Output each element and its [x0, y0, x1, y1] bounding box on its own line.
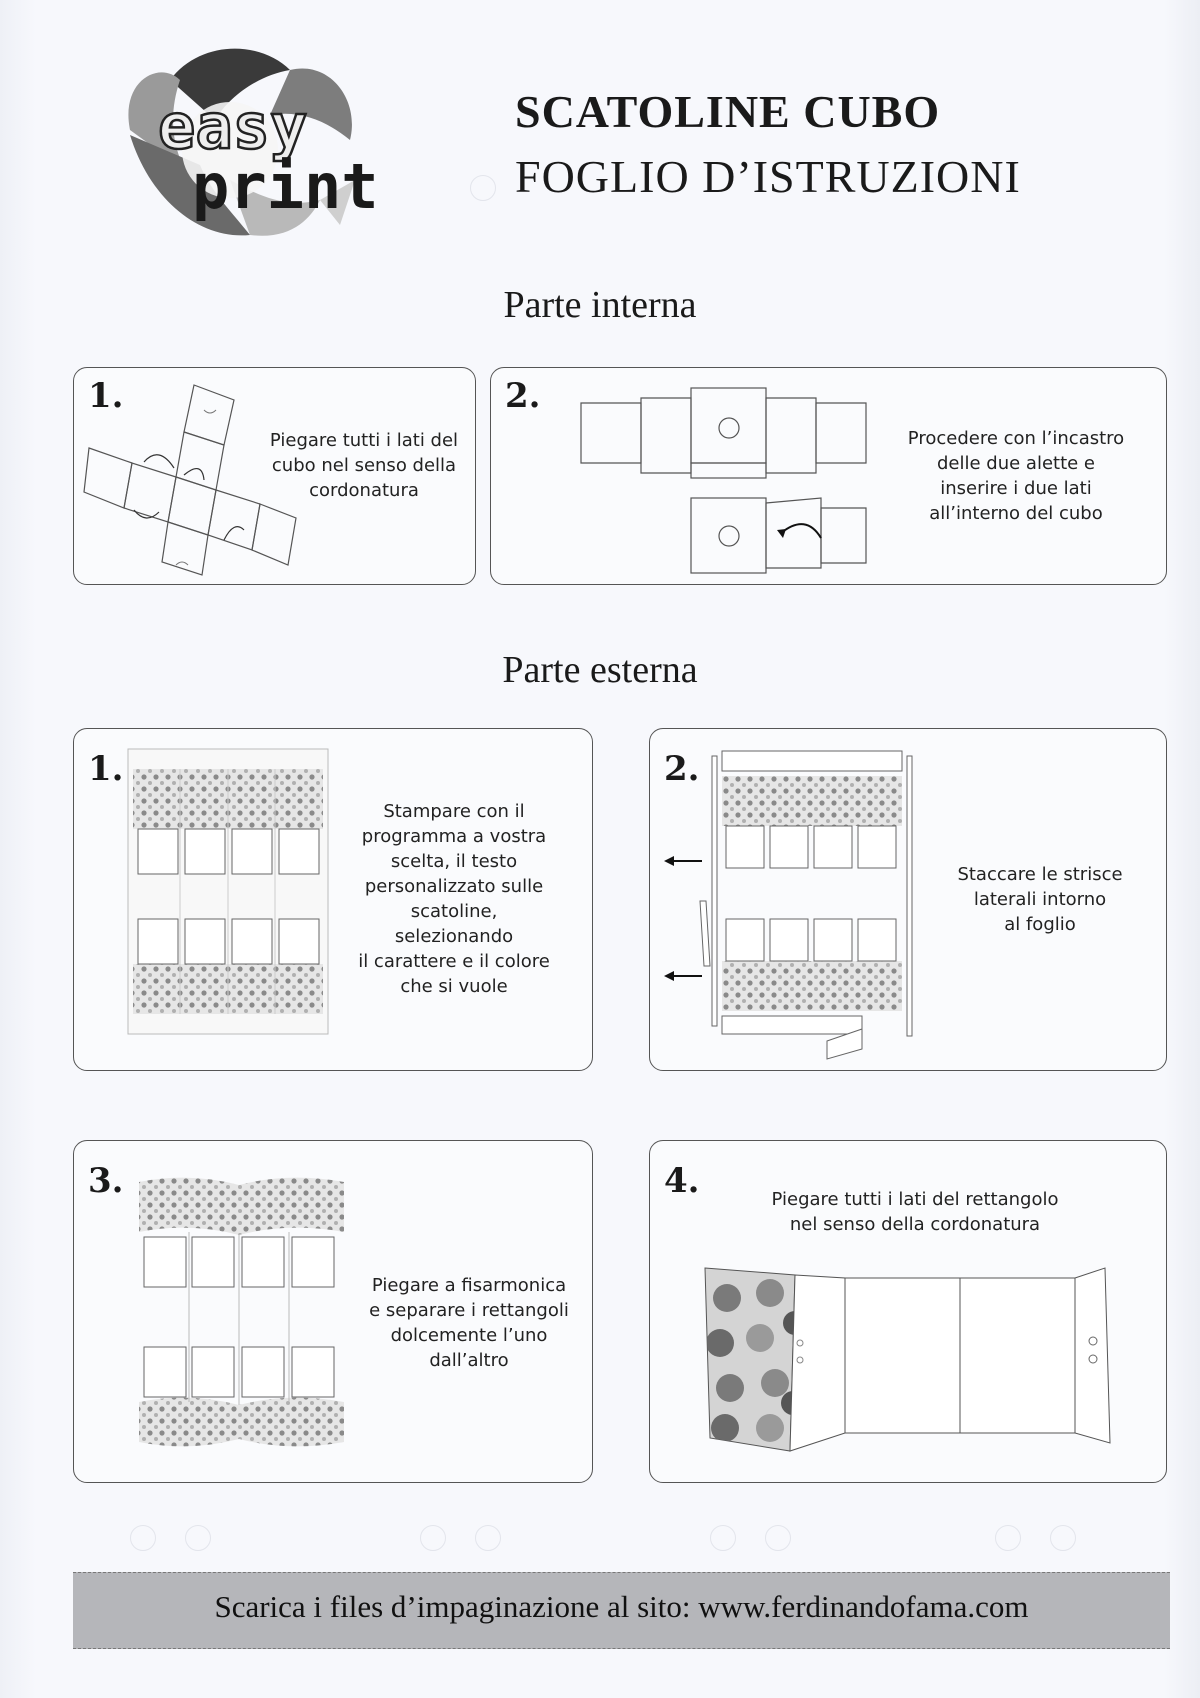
step-number: 2. [664, 749, 700, 789]
logo-easy: easy [158, 90, 308, 163]
binder-hole [420, 1525, 446, 1551]
binder-hole [475, 1525, 501, 1551]
footer-download-text: Scarica i files d’impaginazione al sito: www.ferdinandofama.com [214, 1589, 1029, 1624]
outer-step-1-panel [73, 728, 593, 1071]
inner-step-1-text: Piegare tutti i lati del cubo nel senso della cordonatura [269, 430, 459, 501]
binder-hole [765, 1525, 791, 1551]
fold-arrow-icon [144, 455, 174, 468]
strip-removal-diagram [662, 751, 922, 1041]
accordion-fold-diagram [134, 1177, 349, 1452]
page-title: SCATOLINE CUBO [515, 86, 941, 137]
easy-print-logo [110, 40, 470, 260]
footer-banner [73, 1572, 1170, 1649]
inner-step-2-text: Procedere con l’incastro delle due alette e inserire i due lati all’interno del cubo [907, 428, 1125, 524]
binder-hole [995, 1525, 1021, 1551]
outer-step-4-panel [649, 1140, 1167, 1483]
binder-hole [710, 1525, 736, 1551]
print-sheet-diagram [128, 749, 328, 1034]
rectangle-fold-diagram [705, 1263, 1125, 1463]
fold-arrow-icon [134, 510, 159, 518]
outer-step-2-panel [649, 728, 1167, 1071]
fold-arrow-icon [777, 529, 786, 538]
binder-hole [470, 175, 496, 201]
step-number: 2. [505, 376, 541, 416]
binder-hole [185, 1525, 211, 1551]
binder-hole [1050, 1525, 1076, 1551]
section-title-inner: Parte interna [503, 284, 697, 326]
page-subtitle: FOGLIO D’ISTRUZIONI [515, 151, 1021, 202]
fold-arrow-icon [184, 469, 204, 480]
outer-step-3-text: Piegare a fisarmonica e separare i rettangoli dolcemente l’uno dall’altro [369, 1275, 569, 1371]
outer-step-3-panel [73, 1140, 593, 1483]
fold-arrow-icon [224, 527, 244, 540]
outer-step-2-text: Staccare le strisce laterali intorno al foglio [957, 864, 1123, 935]
outer-step-1-text: Stampare con il programma a vostra scelta, il testo personalizzato sulle scatoline, selezionando il carattere e il colore che si vuole [358, 801, 550, 997]
step-number: 1. [88, 749, 124, 789]
section-title-outer: Parte esterna [502, 649, 698, 691]
step-number: 4. [664, 1161, 700, 1201]
cube-insert-diagram [581, 383, 901, 573]
outer-step-4-text: Piegare tutti i lati del rettangolo nel senso della cordonatura [771, 1189, 1059, 1235]
inner-step-2-panel [490, 367, 1167, 585]
step-number: 1. [88, 376, 124, 416]
binder-hole [130, 1525, 156, 1551]
inner-step-1-panel [73, 367, 476, 585]
logo-print: print [192, 150, 379, 223]
step-number: 3. [88, 1161, 124, 1201]
